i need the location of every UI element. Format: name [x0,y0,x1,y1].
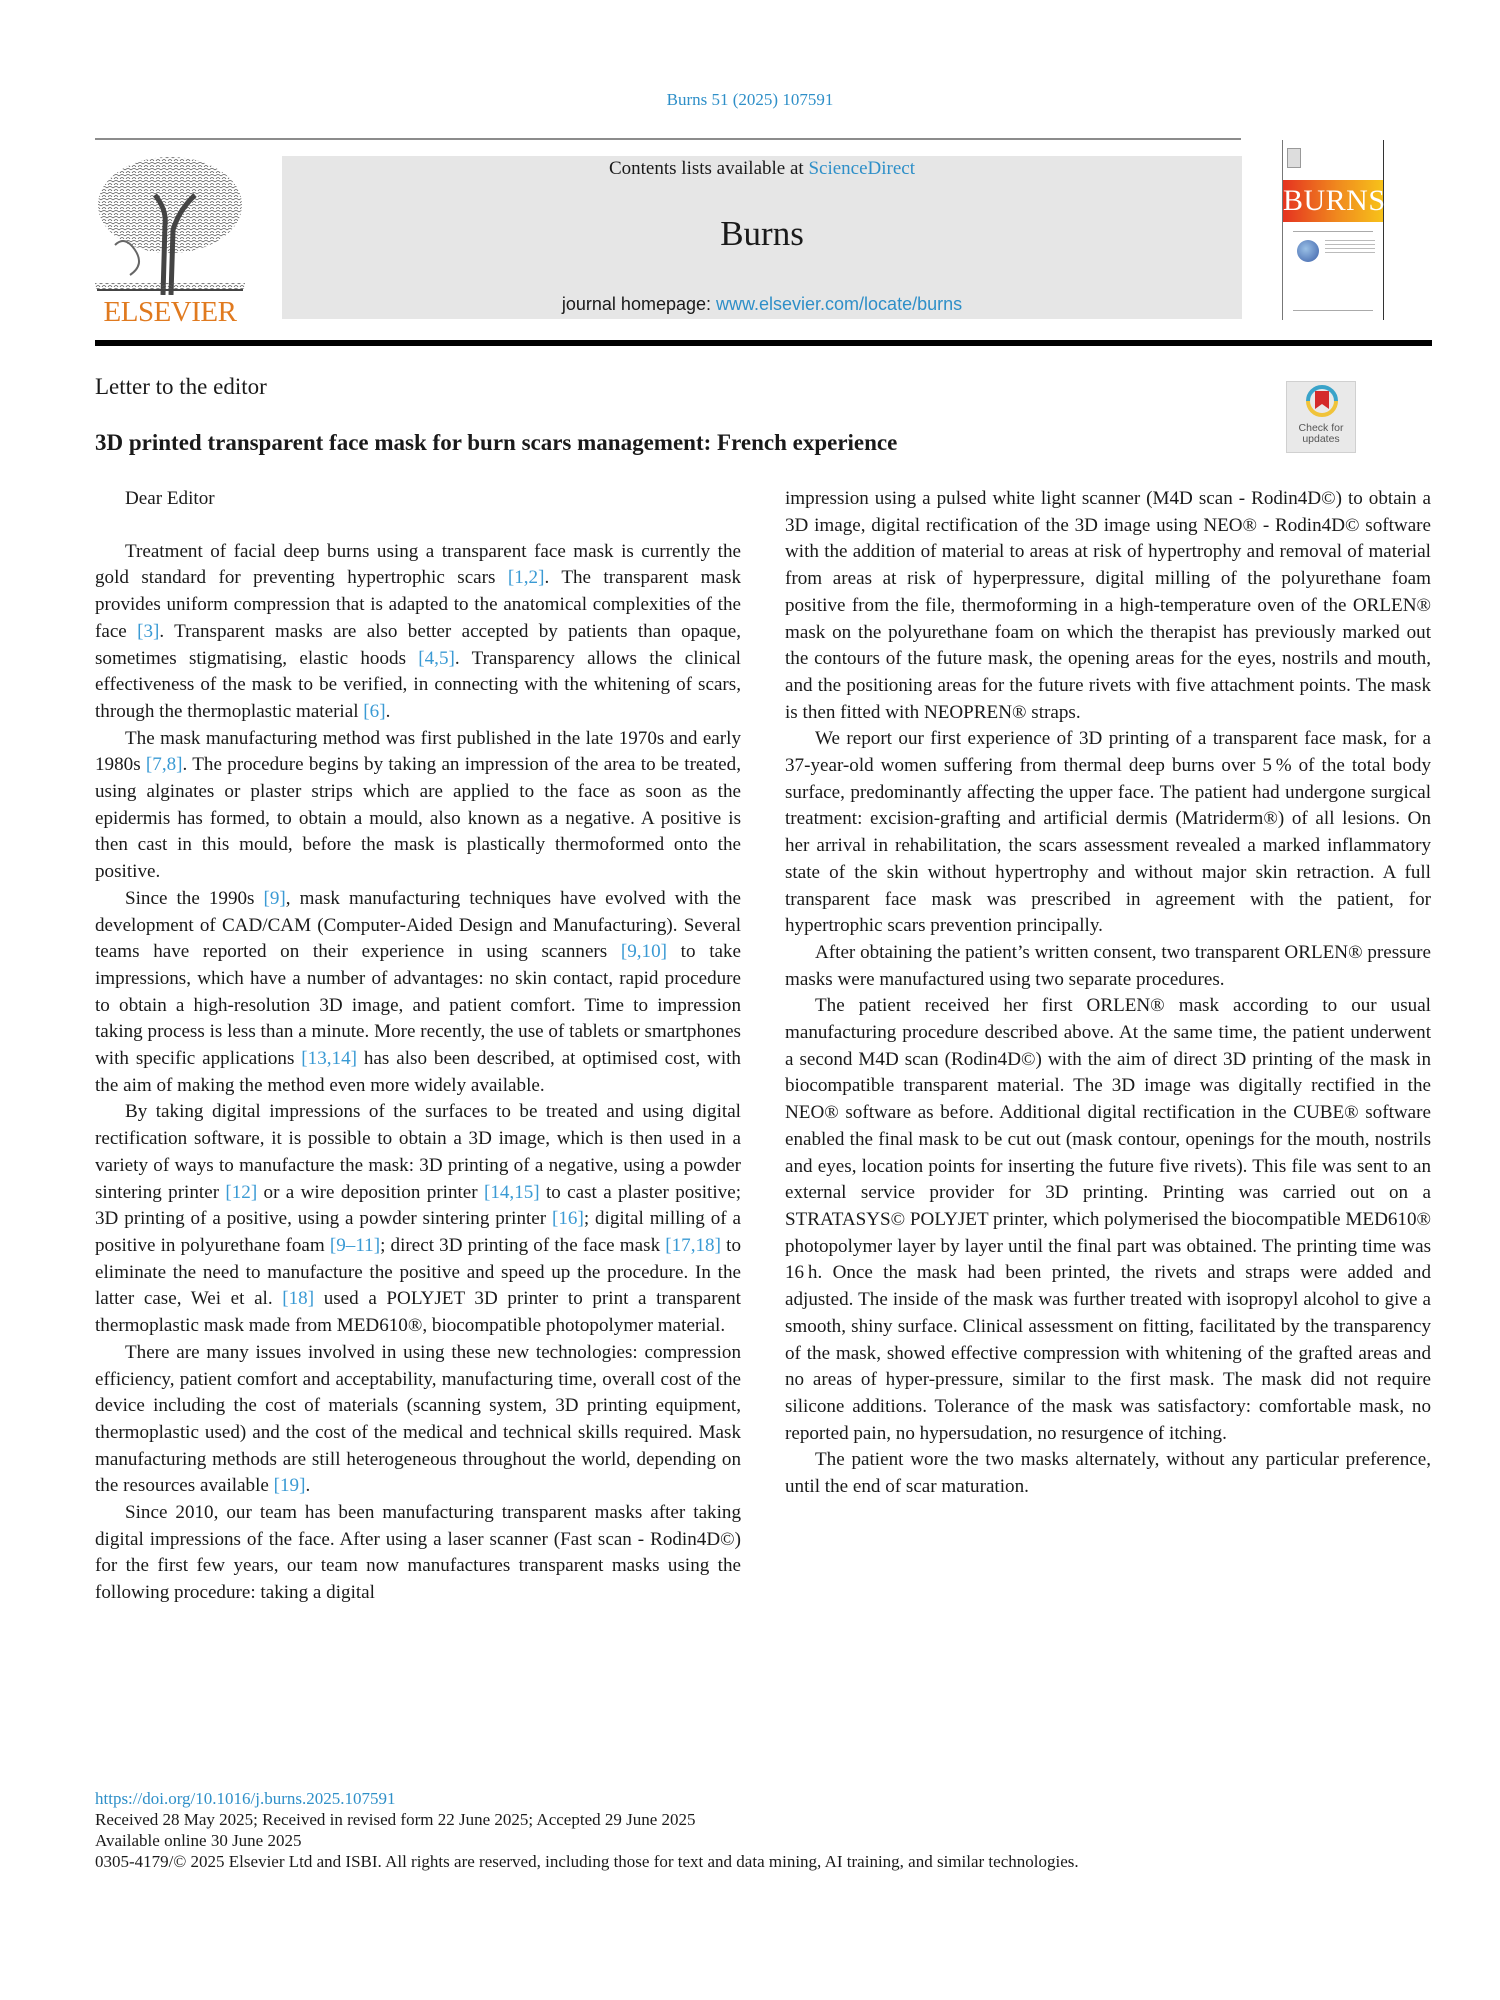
body-paragraph [95,726,741,886]
journal-masthead [282,156,1242,319]
paragraph-text: . Transparency allows the clinical effectiveness of the mask to be verified, in connecting with the whitening of scars, through the thermoplastic material [95,647,741,722]
cover-title: BURNS [1283,184,1386,217]
cover-elsevier-icon [1287,148,1301,168]
paragraph-text: . [385,700,391,722]
homepage-prefix: journal homepage: [561,294,716,314]
paragraph-text: After obtaining the patient’s written consent, two transparent ORLEN® pressure masks were manufactured using two separate procedures. [785,941,1431,990]
paragraph-text: . The transparent mask provides uniform compression that is adapted to the anatomical complexities of the face [95,567,741,642]
elsevier-wordmark: ELSEVIER [103,296,237,328]
body-paragraph [95,886,741,1100]
citation-link[interactable]: [9] [263,887,286,909]
article-footer [95,1788,1079,1872]
article-title: 3D printed transparent face mask for burn scars management: French experience [95,430,898,455]
paragraph-text: ; digital milling of a positive in polyurethane foam [95,1208,741,1256]
citation-link[interactable]: [12] [225,1181,258,1203]
paragraph-text: Since 2010, our team has been manufacturing transparent masks after taking digital impressions of the face. After using a laser scanner (Fast scan - Rodin4D©) for the first few years, our team now manufactures transparent masks using the following procedure: taking a digital [95,1502,741,1604]
salutation: Dear Editor [125,488,215,509]
body-paragraph [95,539,741,726]
right-paragraphs [785,486,1431,1501]
citation-link[interactable]: [16] [552,1208,584,1230]
paragraph-text: Since the 1990s [125,887,264,909]
body-column-right [785,486,1431,1501]
body-paragraph [95,1500,741,1607]
article-type: Letter to the editor [95,374,267,399]
paragraph-text: , mask manufacturing techniques have evolved with the development of CAD/CAM (Computer-Aided Design and Manufacturing). Several teams have reported on their experience in using scanners [95,887,741,963]
contents-line [282,158,1242,180]
contents-prefix: Contents lists available at [608,158,809,179]
paragraph-text: ; direct 3D printing of the face mask [380,1234,666,1256]
journal-citation-link[interactable]: Burns 51 (2025) 107591 [666,90,834,109]
copyright-notice: 0305-4179/© 2025 Elsevier Ltd and ISBI. All rights are reserved, including those for text and data mining, AI training, and similar technologies. [95,1852,1079,1871]
paragraph-text: There are many issues involved in using these new technologies: compression efficiency, patient comfort and acceptability, manufacturing time, overall cost of the device including the cost of materials (scanning system, 3D printing equipment, thermoplastic used) and the cost of the medical and technical skills required. Mask manufacturing methods are still heterogeneous throughout the world, depending on the resources available [95,1341,741,1497]
crossmark-icon [1306,385,1338,421]
homepage-line [282,294,1242,315]
isbi-emblem-icon [1297,240,1319,262]
citation-link[interactable]: [14,15] [483,1181,540,1203]
journal-homepage-link[interactable]: www.elsevier.com/locate/burns [716,294,963,314]
body-paragraph [95,1340,741,1500]
top-rule [95,138,1241,140]
sciencedirect-link[interactable]: ScienceDirect [808,158,916,179]
citation-link[interactable]: [4,5] [418,647,455,669]
left-paragraphs [95,539,741,1607]
check-for-updates-button[interactable] [1286,381,1356,453]
paragraph-text: or a wire deposition printer [257,1181,484,1203]
paragraph-text: has also been described, at optimised cost, with the aim of making the method even more widely available. [95,1048,741,1096]
paragraph-text: to cast a plaster positive; 3D printing of a positive, using a powder sintering printer [95,1181,741,1230]
citation-link[interactable]: [3] [137,620,160,642]
cover-divider [1293,231,1373,232]
paragraph-text: By taking digital impressions of the surfaces to be treated and using digital rectification software, it is possible to obtain a 3D image, which is then used in a variety of ways to manufacture the mask: 3D printing of a negative, using a powder sintering printer [95,1101,741,1203]
running-head[interactable] [0,90,1500,110]
body-paragraph [785,486,1431,726]
paragraph-text: The mask manufacturing method was first published in the late 1970s and early 1980s [95,727,741,776]
paragraph-text: . [305,1475,311,1497]
body-paragraph [785,726,1431,940]
received-dates: Received 28 May 2025; Received in revised form 22 June 2025; Accepted 29 June 2025 [95,1810,696,1829]
citation-link[interactable]: [1,2] [507,567,545,589]
body-paragraph [785,993,1431,1447]
doi-link[interactable]: https://doi.org/10.1016/j.burns.2025.107591 [95,1789,396,1808]
paragraph-text: to eliminate the need to manufacture the positive and speed up the procedure. In the latter case, Wei et al. [95,1234,741,1310]
body-paragraph [785,940,1431,993]
cover-divider [1293,310,1373,311]
citation-link[interactable]: [7,8] [145,754,183,776]
citation-link[interactable]: [9–11] [329,1234,381,1256]
available-online-date: Available online 30 June 2025 [95,1831,302,1850]
tree-icon [95,155,245,295]
paragraph-text: We report our first experience of 3D printing of a transparent face mask, for a 37-year-old women suffering from thermal deep burns over 5 % of the total body surface, predominantly affecting the upper face. The patient had undergone surgical treatment: excision-grafting and artificial dermis (Matriderm®) of all lesions. On her arrival in rehabilitation, the scars assessment revealed a marked inflammatory state of the skin without hypertrophy and without major skin retraction. A full transparent face mask was prescribed in agreement with the patient, for hypertrophic scars prevention principally. [785,728,1431,937]
paragraph-text: The patient wore the two masks alternately, without any particular preference, until the end of scar maturation. [785,1449,1431,1498]
paragraph-text: The patient received her first ORLEN® mask according to our usual manufacturing procedure described above. At the same time, the patient underwent a second M4D scan (Rodin4D©) with the aim of direct 3D printing of the mask in biocompatible transparent material. The 3D image was digitally rectified in the NEO® software as before. Additional digital rectification in the CUBE® software enabled the final mask to be cut out (mask contour, openings for the mouth, nostrils and eyes, location points for inserting the future five rivets). This file was sent to an external service provider for 3D printing. Printing was carried out on a STRATASYS© POLYJET printer, which polymerised the biocompatible MED610® photopolymer layer by layer until the final part was obtained. The printing time was 16 h. Once the mask had been printed, the rivets and straps were added and adjusted. The inside of the mask was further treated with isopropyl alcohol to give a smooth, shiny surface. Clinical assessment on fitting, facilitated by the transparency of the mask, showed effective compression with whitening of the grafted areas and no areas of hyper-pressure, similar to the first mask. The mask did not require silicone additions. Tolerance of the mask was satisfactory: comfortable mask, no reported pain, no hypersudation, no resurgence of itching. [785,995,1432,1444]
body-paragraph [95,1099,741,1339]
paragraph-text: impression using a pulsed white light scanner (M4D scan - Rodin4D©) to obtain a 3D image, digital rectification of the 3D image using NEO® - Rodin4D© software with the addition of material to areas at risk of hypertrophy and removal of material from areas at risk of hyperpressure, digital milling of the polyurethane foam positive from the file, thermoforming in a high-temperature oven of the ORLEN® mask on the polyurethane foam on which the therapist has previously marked out the contours of the future mask, the opening areas for the eyes, nostrils and mouth, and the positioning areas for the future rivets with five attachment points. The mask is then fitted with NEOPREN® straps. [785,488,1431,723]
citation-link[interactable]: [6] [363,700,386,722]
paragraph-text: to take impressions, which have a number of advantages: no skin contact, rapid procedure to obtain a high-resolution 3D image, and patient comfort. Time to impression taking process is less than a minute. More recently, the use of tablets or smartphones with specific applications [95,941,741,1070]
citation-link[interactable]: [18] [282,1288,315,1310]
citation-link[interactable]: [17,18] [665,1234,721,1256]
citation-link[interactable]: [13,14] [301,1048,357,1070]
header-thick-rule [95,340,1432,346]
paragraph-text: Treatment of facial deep burns using a transparent face mask is currently the gold standard for preventing hypertrophic scars [95,540,741,589]
cover-subtitle-text [1325,240,1375,254]
body-column-left [95,486,741,1607]
paragraph-text: used a POLYJET 3D printer to print a transparent thermoplastic mask made from MED610®, biocompatible photopolymer material. [95,1288,741,1337]
journal-name: Burns [720,214,804,253]
paragraph-text: . The procedure begins by taking an impression of the area to be treated, using alginates or plaster strips which are applied to the face as soon as the epidermis has formed, to obtain a mould, also known as a negative. A positive is then cast in this mould, before the mask is plastically thermoformed onto the positive. [95,754,741,883]
citation-link[interactable]: [9,10] [620,941,668,963]
citation-link[interactable]: [19] [273,1475,306,1497]
paragraph-text: . Transparent masks are also better accepted by patients than opaque, sometimes stigmatising, elastic hoods [95,620,741,669]
check-updates-label: Check for updates [1298,422,1344,445]
journal-cover-thumbnail[interactable] [1282,140,1384,320]
body-paragraph [785,1447,1431,1500]
